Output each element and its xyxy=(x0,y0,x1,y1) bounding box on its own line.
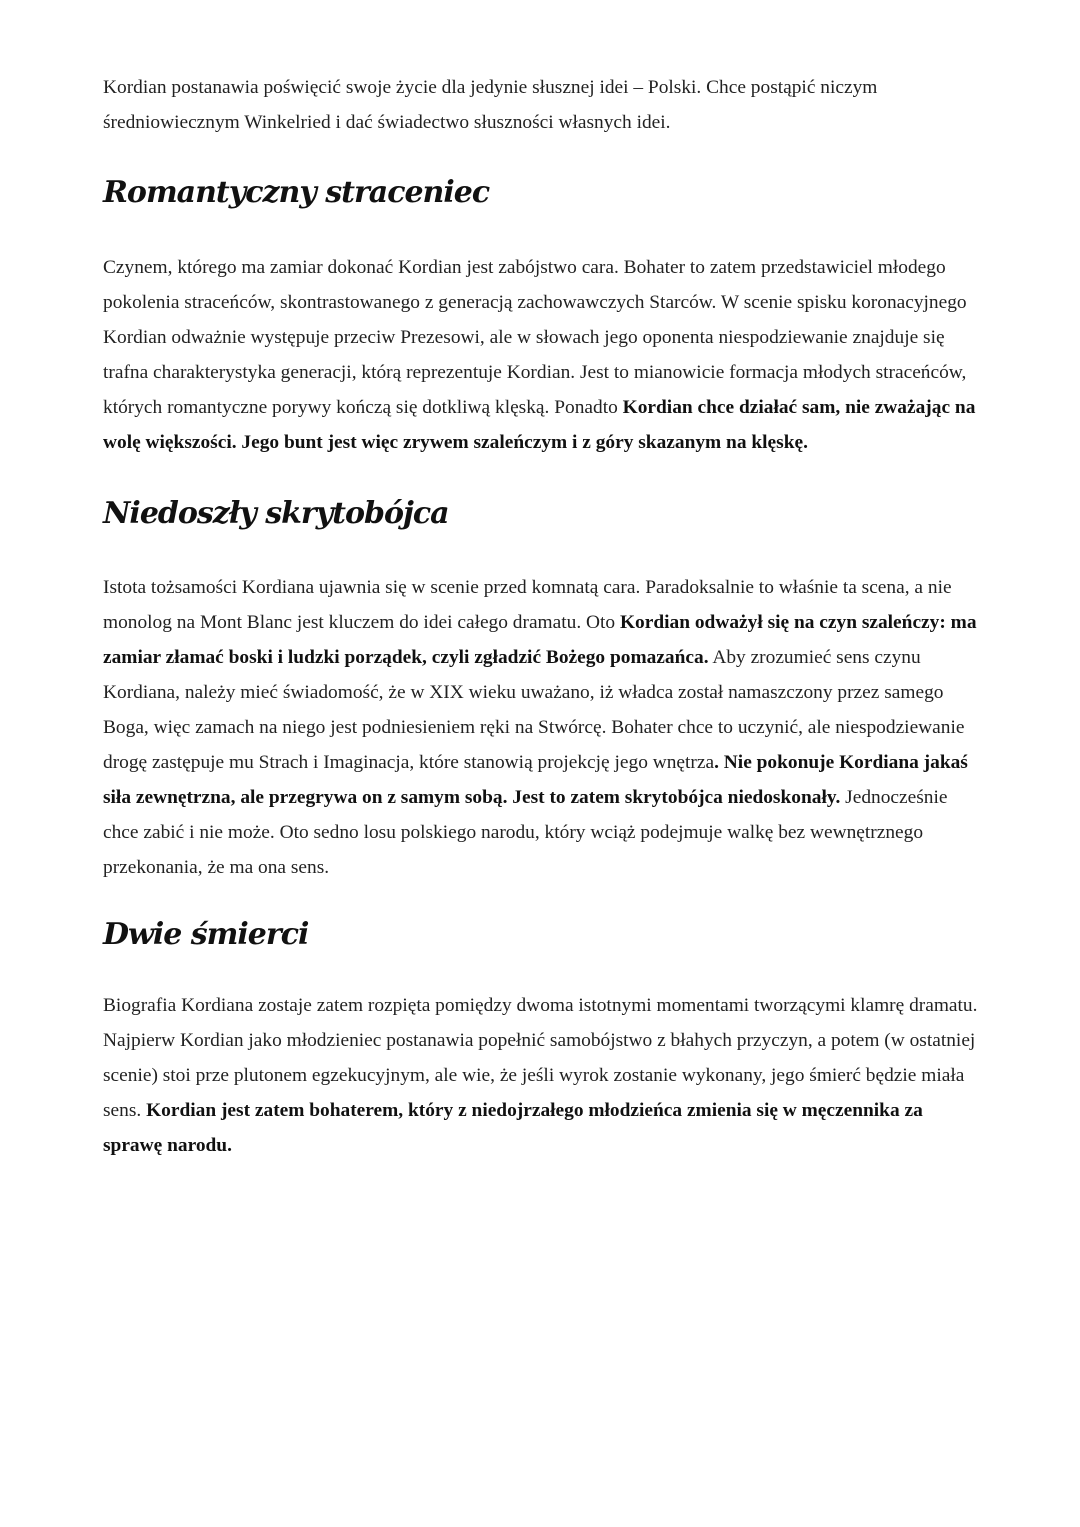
intro-paragraph xyxy=(103,70,983,140)
paragraph-bold-text: . Nie pokonuje Kordiana jakaś siła zewnętrzna, ale przegrywa on z samym sobą. Jest to zatem skrytobójca niedoskonały. xyxy=(103,752,968,808)
intro-text: Kordian postanawia poświęcić swoje życie dla jedynie słusznej idei – Polski. Chce postąpić niczym średniowiecznym Winkelried i dać świadectwo słuszności własnych idei. xyxy=(103,77,878,133)
paragraph-bold-text: Kordian odważył się na czyn szaleńczy: ma zamiar złamać boski i ludzki porządek, czyli zgładzić Bożego pomazańca. xyxy=(103,612,977,668)
document-page xyxy=(103,70,983,1163)
paragraph-bold-text: Kordian chce działać sam, nie zważając na wolę większości. Jego bunt jest więc zrywem szaleńczym i z góry skazanym na klęskę. xyxy=(103,397,976,453)
section-paragraph-dwie-smierci xyxy=(103,988,983,1163)
paragraph-text: Aby zrozumieć sens czynu Kordiana, należy mieć świadomość, że w XIX wieku uważano, iż władca został namaszczony przez samego Boga, więc zamach na niego jest podniesieniem ręki na Stwórcę. Bohater chce to uczynić, ale niespodziewanie drogę zastępuje mu Strach i Imaginacja, które stanowią projekcję jego wnętrza xyxy=(103,647,965,773)
section-heading-romantyczny-straceniec: Romantyczny straceniec xyxy=(103,175,490,210)
paragraph-text: Jednocześnie chce zabić i nie może. Oto sedno losu polskiego narodu, który wciąż podejmuje walkę bez wewnętrznego przekonania, że ma ona sens. xyxy=(103,787,948,878)
section-paragraph-niedoszly-skrytobojca xyxy=(103,570,983,885)
paragraph-text: Istota tożsamości Kordiana ujawnia się w scenie przed komnatą cara. Paradoksalnie to właśnie ta scena, a nie monolog na Mont Blanc jest kluczem do idei całego dramatu. Oto xyxy=(103,577,952,633)
paragraph-bold-text: Kordian jest zatem bohaterem, który z niedojrzałego młodzieńca zmienia się w męczennika za sprawę narodu. xyxy=(103,1100,923,1156)
paragraph-text: Biografia Kordiana zostaje zatem rozpięta pomiędzy dwoma istotnymi momentami tworzącymi klamrę dramatu. Najpierw Kordian jako młodzieniec postanawia popełnić samobójstwo z błahych przyczyn, a potem (w ostatniej scenie) stoi prze plutonem egzekucyjnym, ale wie, że jeśli wyrok zostanie wykonany, jego śmierć będzie miała sens. xyxy=(103,995,978,1121)
section-heading-niedoszly-skrytobojca: Niedoszły skrytobójca xyxy=(103,496,449,531)
section-paragraph-romantyczny-straceniec xyxy=(103,250,983,460)
section-heading-dwie-smierci: Dwie śmierci xyxy=(103,917,309,952)
paragraph-text: Czynem, którego ma zamiar dokonać Kordian jest zabójstwo cara. Bohater to zatem przedstawiciel młodego pokolenia straceńców, skontrastowanego z generacją zachowawczych Starców. W scenie spisku koronacyjnego Kordian odważnie występuje przeciw Prezesowi, ale w słowach jego oponenta niespodziewanie znajduje się trafna charakterystyka generacji, którą reprezentuje Kordian. Jest to mianowicie formacja młodych straceńców, których romantyczne porywy kończą się dotkliwą klęską. Ponadto xyxy=(103,257,967,418)
